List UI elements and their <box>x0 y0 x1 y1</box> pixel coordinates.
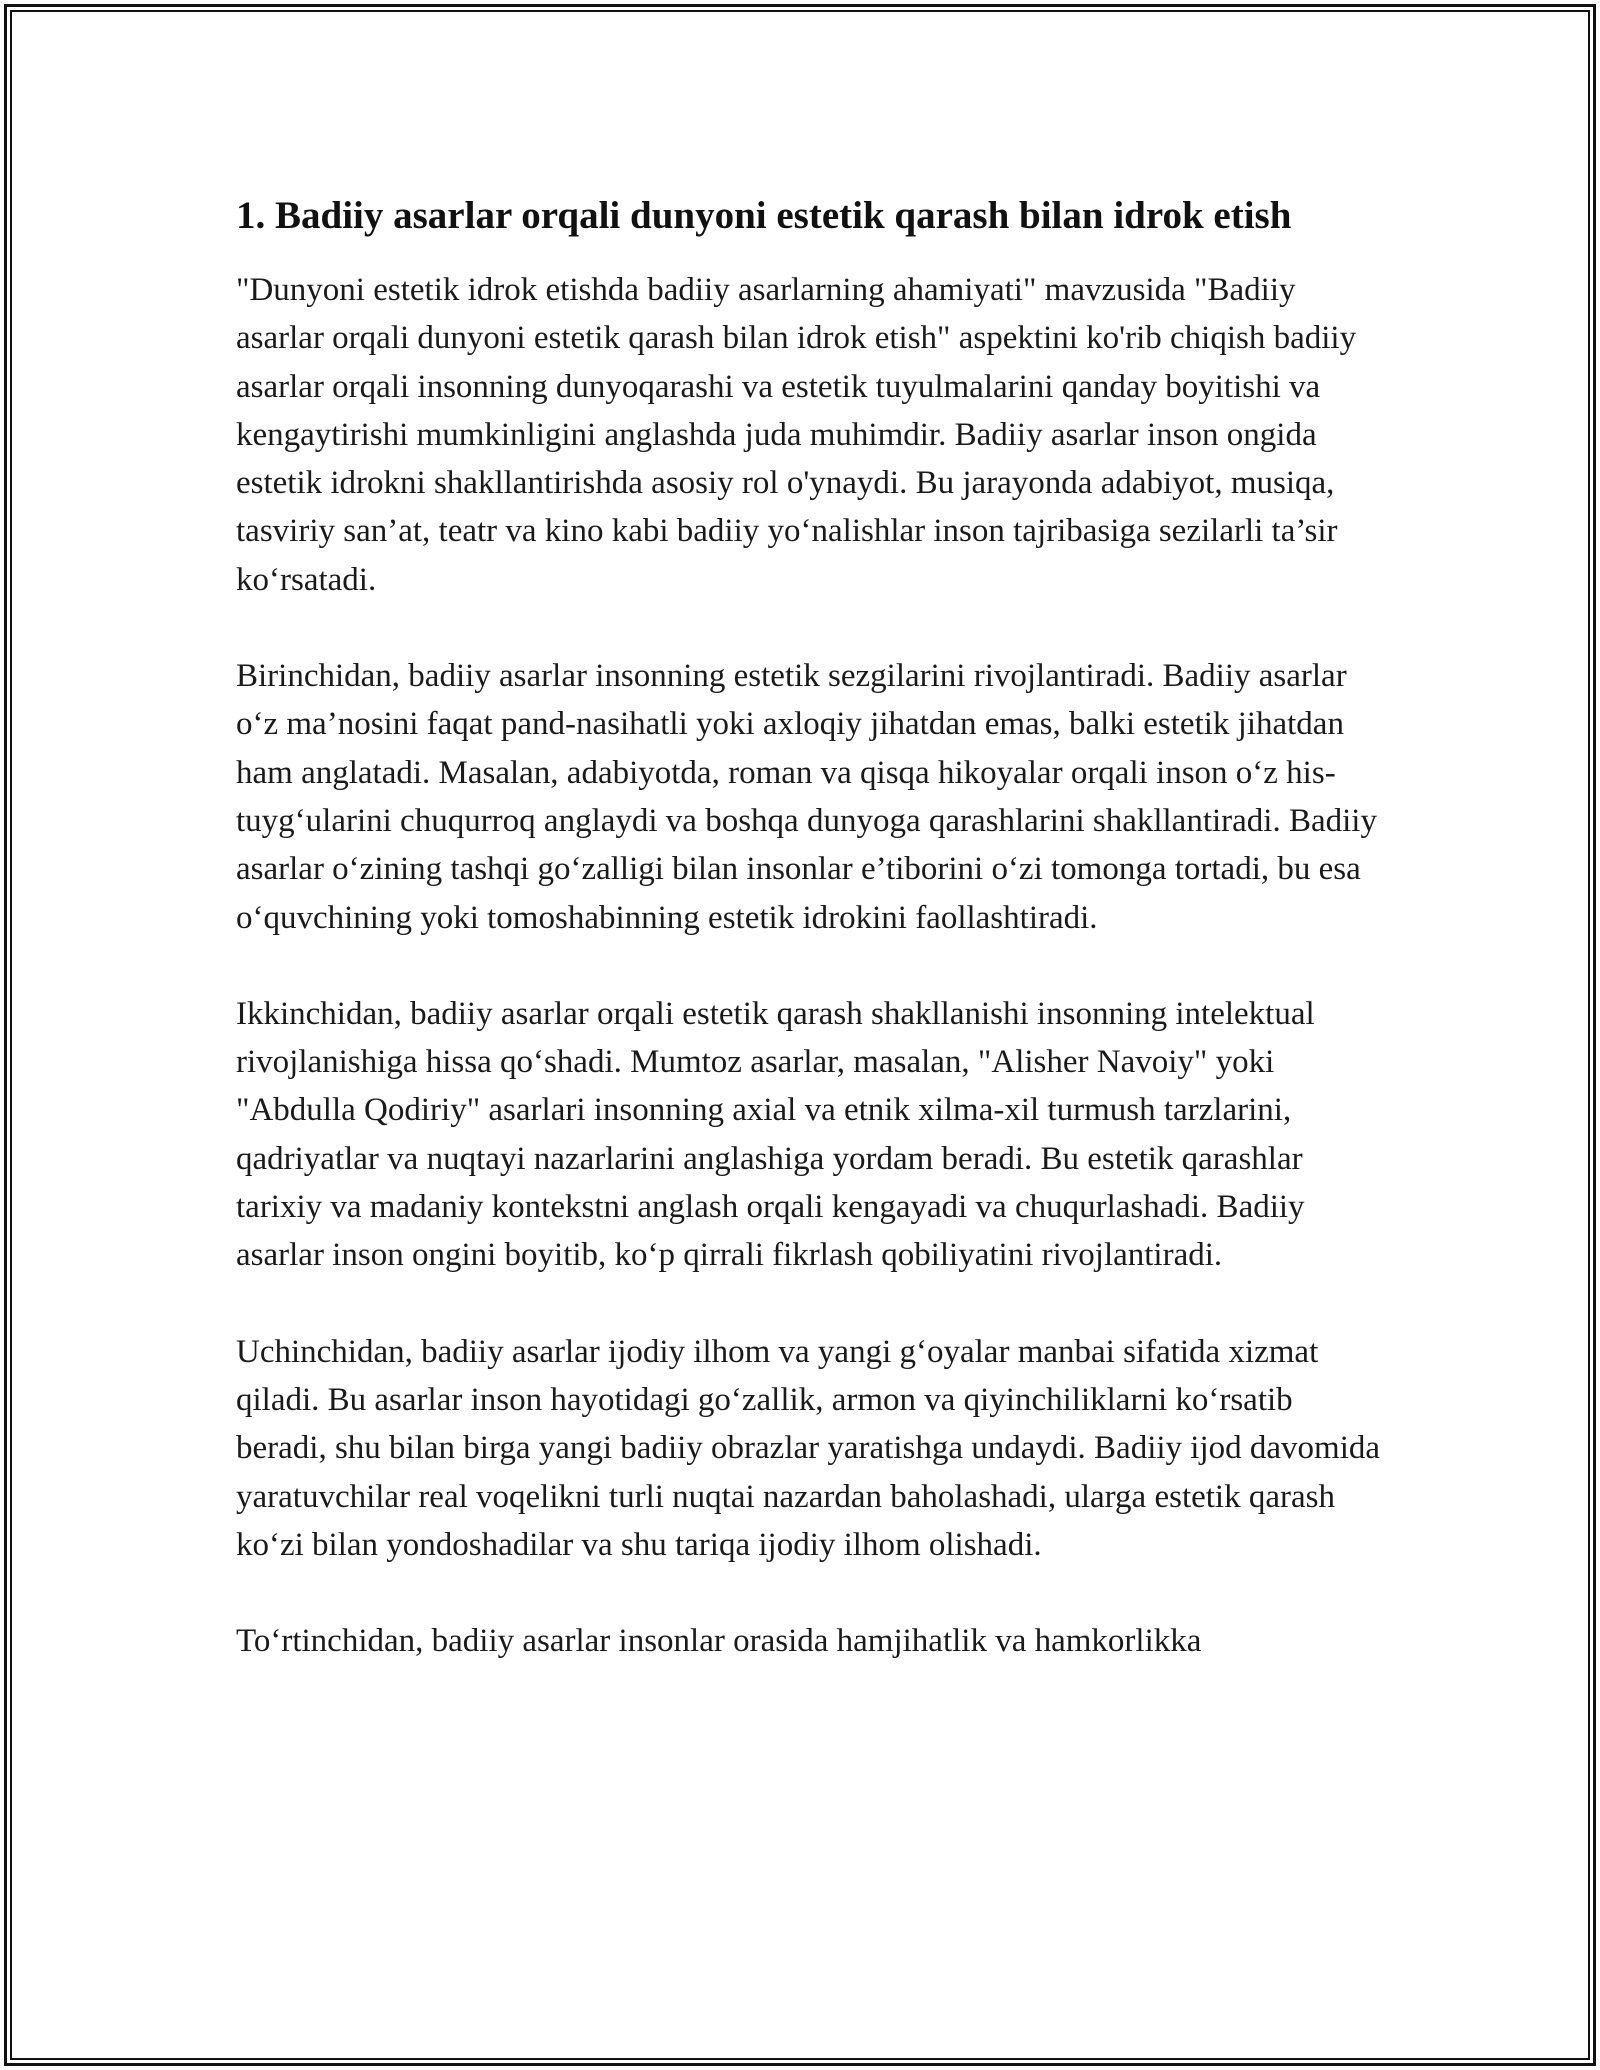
section-heading: 1. Badiiy asarlar orqali dunyoni estetik qarash bilan idrok etish <box>236 194 1292 237</box>
paragraph-3: Ikkinchidan, badiiy asarlar orqali estetik qarash shakllanishi insonning intelektual rivojlanishiga hissa qo‘shadi. Mumtoz asarlar, masalan, "Alisher Navoiy" yoki "Abdulla Qodiriy" asarlari insonning axial va etnik xilma-xil turmush tarzlarini, qadriyatlar va nuqtayi nazarlarini anglashiga yordam beradi. Bu estetik qarashlar tarixiy va madaniy kontekstni anglash orqali kengayadi va chuqurlashadi. Badiiy asarlar inson ongini boyitib, ko‘p qirrali fikrlash qobiliyatini rivojlantiradi. <box>236 995 1315 1274</box>
paragraph-1: "Dunyoni estetik idrok etishda badiiy asarlarning ahamiyati" mavzusida "Badiiy asarlar orqali dunyoni estetik qarash bilan idrok etish" aspektini ko'rib chiqish badiiy asarlar orqali insonning dunyoqarashi va estetik tuyulmalarini qanday boyitishi va kengaytirishi mumkinligini anglashda juda muhimdir. Badiiy asarlar inson ongida estetik idrokni shakllantirishda asosiy rol o'ynaydi. Bu jarayonda adabiyot, musiqa, tasviriy san’at, teatr va kino kabi badiiy yo‘nalishlar inson tajribasiga sezilarli ta’sir ko‘rsatadi. <box>236 272 1357 598</box>
paragraph-4: Uchinchidan, badiiy asarlar ijodiy ilhom va yangi g‘oyalar manbai sifatida xizmat qiladi. Bu asarlar inson hayotidagi go‘zallik, armon va qiyinchiliklarni ko‘rsatib beradi, shu bilan birga yangi badiiy obrazlar yaratishga undaydi. Badiiy ijod davomida yaratuvchilar real voqelikni turli nuqtai nazardan baholashadi, ularga estetik qarash ko‘zi bilan yondoshadilar va shu tariqa ijodiy ilhom olishadi. <box>236 1333 1381 1563</box>
paragraph-5: To‘rtinchidan, badiiy asarlar insonlar orasida hamjihatlik va hamkorlikka <box>236 1623 1202 1660</box>
document-page <box>236 188 1384 1713</box>
paragraph-2: Birinchidan, badiiy asarlar insonning estetik sezgilarini rivojlantiradi. Badiiy asarlar o‘z ma’nosini faqat pand-nasihatli yoki axloqiy jihatdan emas, balki estetik jihatdan ham anglatadi. Masalan, adabiyotda, roman va qisqa hikoyalar orqali inson o‘z his-tuyg‘ularini chuqurroq anglaydi va boshqa dunyoga qarashlarini shakllantiradi. Badiiy asarlar o‘zining tashqi go‘zalligi bilan insonlar e’tiborini o‘zi tomonga tortadi, bu esa o‘quvchining yoki tomoshabinning estetik idrokini faollashtiradi. <box>236 658 1377 936</box>
document-body <box>236 266 1384 1665</box>
